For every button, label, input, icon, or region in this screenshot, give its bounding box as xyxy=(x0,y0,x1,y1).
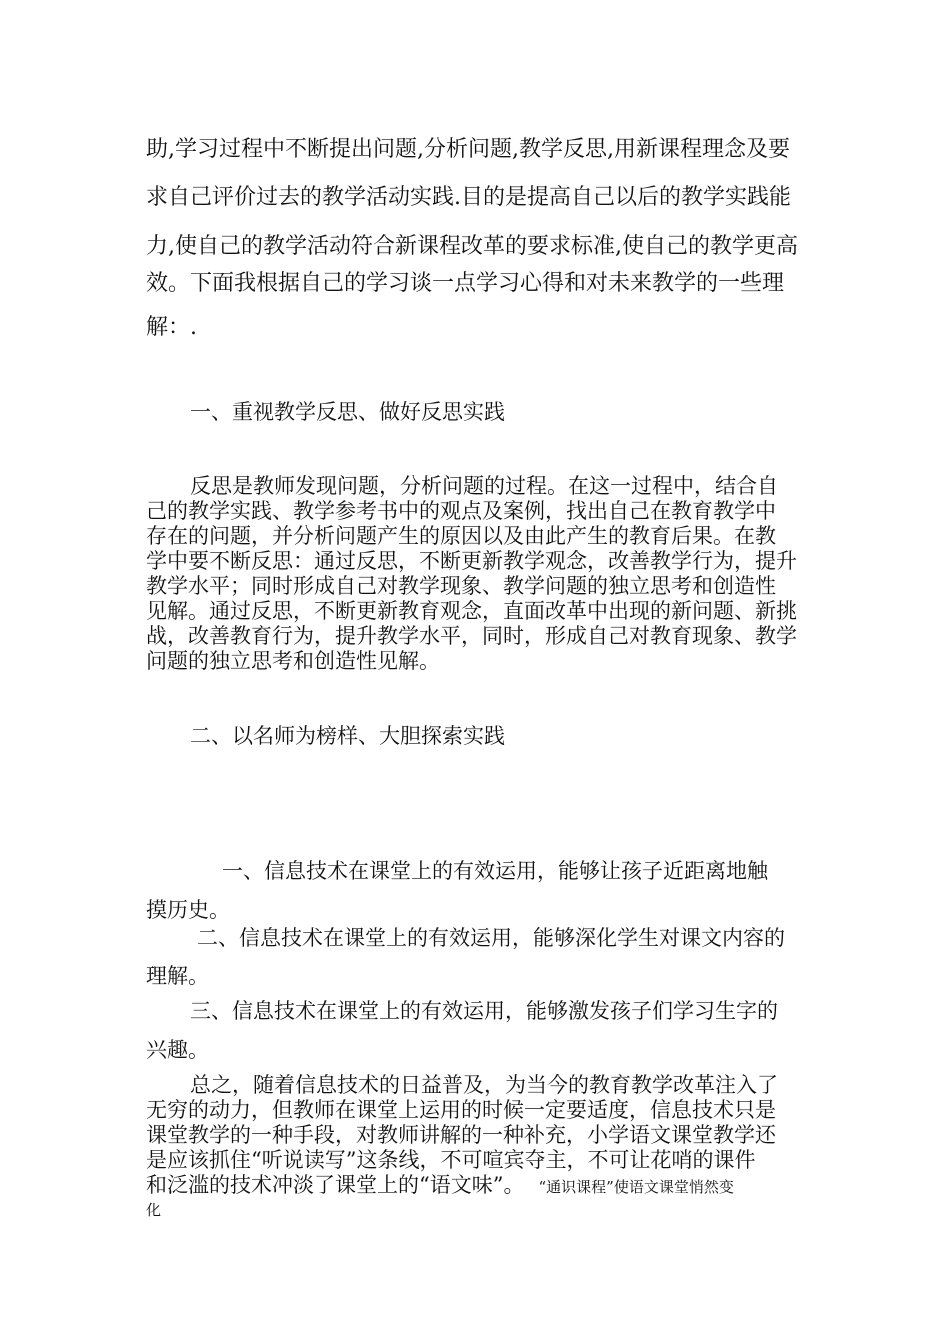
text-line: 见解。通过反思，不断更新教育观念，直面改革中出现的新问题、新挑 xyxy=(146,599,797,623)
section-heading-2: 二、以名师为榜样、大胆探索实践 xyxy=(190,724,505,748)
list-item-continuation: 理解。 xyxy=(146,964,209,988)
text-line: 存在的问题，并分析问题产生的原因以及由此产生的教育后果。在教 xyxy=(146,524,776,548)
text-line: 效。下面我根据自己的学习谈一点学习心得和对未来教学的一些理 xyxy=(146,271,785,296)
next-title: “通识课程”使语文课堂悄然变 xyxy=(538,1178,734,1196)
text-line: 解：. xyxy=(146,315,197,340)
text-line: 反思是教师发现问题，分析问题的过程。在这一过程中，结合自 xyxy=(190,474,778,498)
list-item: 二、信息技术在课堂上的有效运用，能够深化学生对课文内容的 xyxy=(197,926,785,950)
list-item-continuation: 摸历史。 xyxy=(146,898,230,922)
text-line: 问题的独立思考和创造性见解。 xyxy=(146,649,440,673)
text-line: 是应该抓住“听说读写”这条线，不可喧宾夺主，不可让花哨的课件 xyxy=(146,1148,756,1172)
list-item-continuation: 兴趣。 xyxy=(146,1038,209,1062)
text-line: 助,学习过程中不断提出问题,分析问题,教学反思,用新课程理念及要 xyxy=(146,137,790,162)
text-line: 求自己评价过去的教学活动实践.目的是提高自己以后的教学实践能 xyxy=(146,185,791,210)
text-line: 力,使自己的教学活动符合新课程改革的要求标准,使自己的教学更高 xyxy=(146,234,798,259)
text-line: 教学水平；同时形成自己对教学现象、教学问题的独立思考和创造性 xyxy=(146,574,776,598)
text-line: 学中要不断反思：通过反思，不断更新教学观念，改善教学行为，提升 xyxy=(146,549,797,573)
list-item: 三、信息技术在课堂上的有效运用，能够激发孩子们学习生字的 xyxy=(190,999,778,1023)
section-heading-1: 一、重视教学反思、做好反思实践 xyxy=(190,400,505,424)
text-line: 己的教学实践、教学参考书中的观点及案例，找出自己在教育教学中 xyxy=(146,499,776,523)
text-line: 战，改善教育行为，提升教学水平，同时，形成自己对教育现象、教学 xyxy=(146,624,797,648)
next-title-continuation: 化 xyxy=(146,1201,162,1219)
list-item: 一、信息技术在课堂上的有效运用，能够让孩子近距离地触 xyxy=(222,859,768,883)
text-line: 总之，随着信息技术的日益普及，为当今的教育教学改革注入了 xyxy=(190,1073,778,1097)
text-line-main: 和泛滥的技术冲淡了课堂上的“语文味”。 xyxy=(146,1173,525,1197)
text-line: 课堂教学的一种手段，对教师讲解的一种补充，小学语文课堂教学还 xyxy=(146,1123,776,1147)
text-line xyxy=(146,1172,734,1200)
text-line: 无穷的动力，但教师在课堂上运用的时候一定要适度，信息技术只是 xyxy=(146,1098,776,1122)
